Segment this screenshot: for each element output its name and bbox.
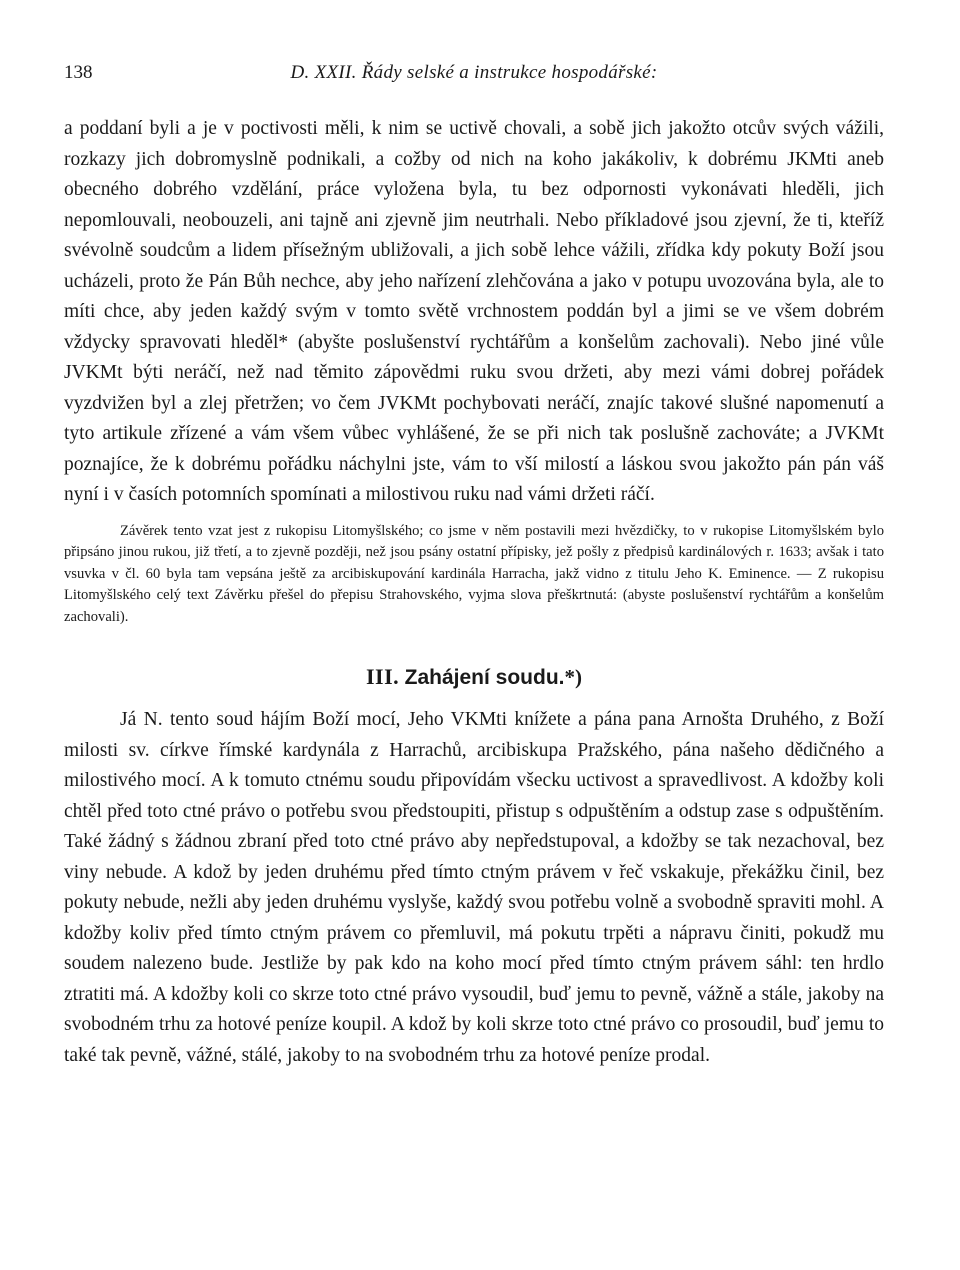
section-heading	[64, 662, 884, 693]
running-title: D. XXII. Řády selské a instrukce hospodářské:	[290, 62, 658, 83]
page-number: 138	[64, 62, 93, 83]
main-paragraph: a poddaní byli a je v poctivosti měli, k nim se uctivě chovali, a sobě jich jakožto otcův svých vážili, rozkazy jich dobromyslně podnikali, a cožby od nich na koho jakákoliv, k dobrému JKMti aneb obecného dobrého vzdělání, práce vyložena byla, tu bez odpornosti vykonávati hleděli, jich nepomlouvali, neobouzeli, ani tajně ani zjevně jim neutrhali. Nebo příkladové jsou zjevní, že ti, kteříž svévolně soudcům a lidem přísežným ubližovali, a jich sobě lehce vážili, zřídka kdy pokuty Boží jsou ucházeli, proto že Pán Bůh nechce, aby jeho nařízení zlehčována a jako v potupu uvozována byla, ale to míti chce, aby jeden každý svým v tomto světě vrchnostem poddán byl a jimi se ve všem dobrém vždycky spravovati hleděl* (abyšte poslušenství rychtářům a konšelům zachovali). Nebo jiné vůle JVKMt býti neráčí, než nad těmito zápovědmi ruku svou držeti, aby mezi vámi dobrej pořádek vyzdvižen byl a zlej přetržen; vo čem JVKMt pochybovati neráčí, znajíc takové slušné napomenutí a tyto artikule zřízené a vám všem vůbec vyhlášené, že se při nich tak poslušně zachováte; a JVKMt poznajíce, že k dobrému pořádku náchylni jste, vám to vší milostí a láskou svou jakožto pán pán váš nyní i v časích potomních spomínati a milostivou ruku nad vámi držeti ráčí.	[64, 118, 884, 505]
section-paragraph: Já N. tento soud hájím Boží mocí, Jeho VKMti knížete a pána pana Arnošta Druhého, z Boží milosti sv. církve římské kardynála z Harrachů, arcibiskupa Pražského, pána našeho dědičného a milostivého mocí. A k tomuto ctnému soudu připovídám všecku uctivost a spravedlivost. A kdožby koli chtěl před toto ctné právo o potřebu svou předstoupiti, přistup s odpuštěním a odstup zase s odpuštěním. Také žádný s žádnou zbraní před toto ctné právo aby nepředstupoval, a kdožby se tak nezachoval, bez viny nebude. A kdož by jeden druhému před tímto ctným právem v řeč vskakuje, překážku činil, bez pokuty nebude, nežli aby jeden druhému vyslyše, každý svou potřebu volně a svobodně spraviti mohl. A kdožby koliv před tímto ctným právem co přemluvil, má pokutu trpěti a nápravu činiti, pokudž mu soudem nalezeno bude. Jestliže by pak kdo na koho mocí před tímto ctným právem sáhl: ten hrdlo ztratiti má. A kdožby koli co skrze toto ctné právo vysoudil, buď jemu to pevně, vážně a stále, jakoby na svobodném trhu za hotové peníze koupil. A kdož by koli skrze toto ctné právo co prosoudil, buď jemu to také tak pevně, vážné, stálé, jakoby to na svobodném trhu za hotové peníze prodal.	[64, 709, 884, 1066]
section-numeral: III.	[365, 664, 400, 689]
main-text-block	[64, 114, 884, 511]
footnote-text: Závěrek tento vzat jest z rukopisu Litomyšlského; co jsme v něm postavili mezi hvězdičky, to v rukopise Litomyšlském bylo připsáno jinou rukou, již třetí, a to zjevně později, než jsou psány ostatní přípisky, jež pošly z předpisů kardinálových r. 1633; avšak i tato vsuvka v čl. 60 byla tam vepsána ještě za arcibiskupování kardinála Harracha, jakž vidno z titulu Jeho K. Eminence. — Z rukopisu Litomyšlského celý text Závěrku přešel do přepisu Strahovského, vyjma slova přeškrtnutá: (abyste poslušenství rychtářům a konšelům zachovali).	[64, 522, 884, 625]
running-header	[64, 62, 884, 90]
section-body	[64, 705, 884, 1071]
section-note-mark: *)	[564, 665, 583, 689]
document-page	[64, 0, 884, 1071]
footnote	[64, 521, 884, 629]
section-title: Zahájení soudu.	[404, 666, 565, 689]
